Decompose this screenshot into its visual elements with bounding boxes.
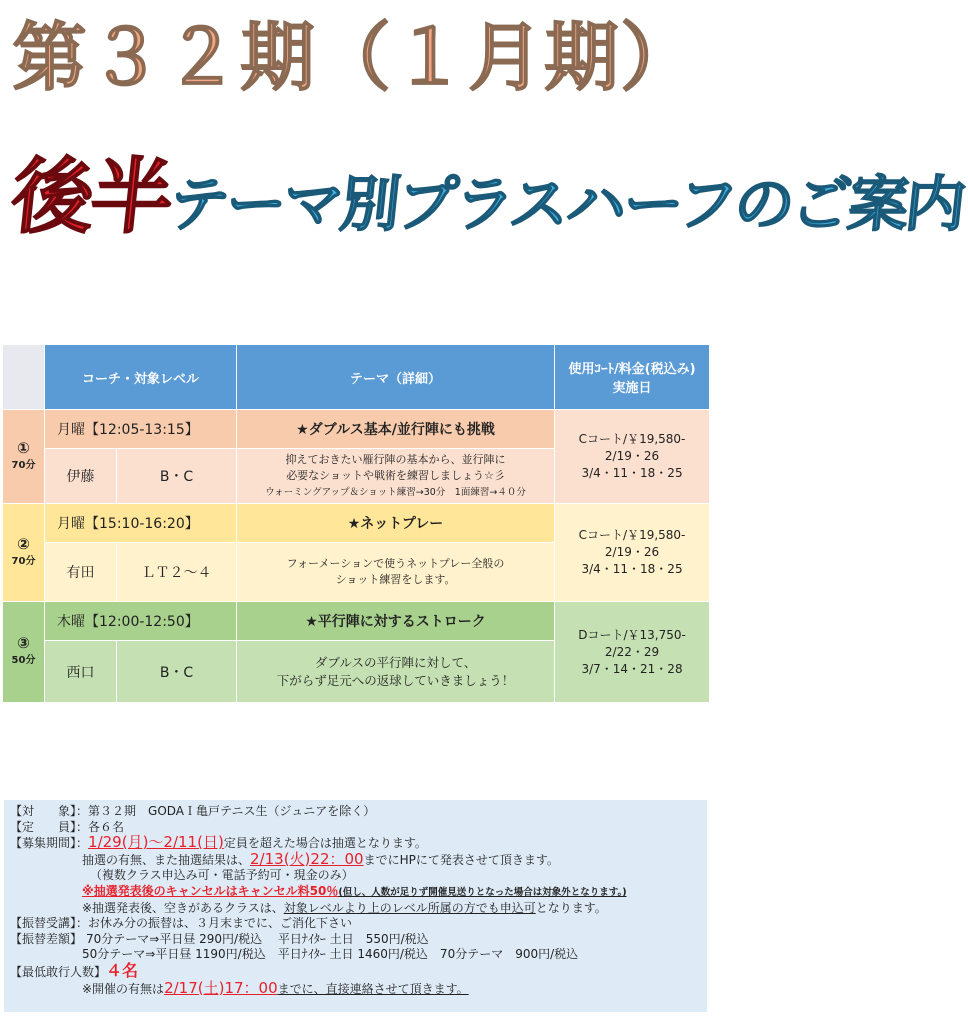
- class-number: ① 70分: [3, 410, 45, 504]
- class-court-dates: Cコート/￥19,580- 2/19・26 3/4・11・18・25: [555, 504, 710, 602]
- class-theme: ★平行陣に対するストローク: [237, 602, 555, 641]
- class-court-dates: Dコート/￥13,750- 2/22・29 3/7・14・21・28: [555, 602, 710, 703]
- class-number: ② 70分: [3, 504, 45, 602]
- info-cancel: ※抽選発表後のキャンセルはキャンセル料50％(但し、人数が足りず開催見送りとなった場合は対象外となります。): [82, 883, 627, 898]
- class-detail: ダブルスの平行陣に対して、 下がらず足元への返球していきましょう！: [237, 641, 555, 703]
- info-period: 【募集期間】：1/29(月)～2/11(日)定員を超えた場合は抽選となります。: [10, 833, 427, 852]
- info-min: 【最低敢行人数】４名: [10, 960, 139, 980]
- info-target: 【対 象】：第３２期 GODAＩ亀戸テニス生（ジュニアを除く）: [10, 804, 376, 818]
- table-row: [3, 602, 710, 641]
- info-lottery: 抽選の有無、また抽選結果は、2/13(火)22：00までにHPにて発表させて頂きます。: [82, 849, 559, 868]
- target-level: ＬＴ２～４: [117, 543, 237, 602]
- info-capacity: 【定 員】：各６名: [10, 819, 125, 834]
- class-number: ③ 50分: [3, 602, 45, 703]
- class-theme: ★ダブルス基本/並行陣にも挑戦: [237, 410, 555, 449]
- class-detail: 抑えておきたい雁行陣の基本から、並行陣に 必要なショットや戦術を練習しましょう☆彡 ウォーミングアップ＆ショット練習→30分 1面練習→４０分: [237, 449, 555, 504]
- subtitle-red: 後半: [7, 150, 176, 245]
- header-court-fee: 使用ｺｰﾄ/料金(税込み) 実施日: [555, 345, 710, 410]
- info-multi: （複数クラス申込み可・電話予約可・現金のみ）: [90, 868, 354, 883]
- class-day-time: 月曜【12:05-13:15】: [45, 410, 237, 449]
- table-row: [3, 410, 710, 449]
- page-subtitle: [6, 148, 967, 255]
- table-header: [3, 345, 710, 410]
- table-row: [3, 504, 710, 543]
- info-vacancy: ※抽選発表後、空きがあるクラスは、対象レベルより上のレベル所属の方でも申込可となります。: [82, 900, 607, 915]
- class-detail: フォーメーションで使うネットプレー全般の ショット練習をします。: [237, 543, 555, 602]
- coach-name: 伊藤: [45, 449, 117, 504]
- subtitle-blue: テーマ別プラスハーフのご案内: [165, 170, 967, 240]
- target-level: B・C: [117, 641, 237, 703]
- info-diff-2: 50分テーマ⇒平日昼 1190円/税込 平日ﾅｲﾀｰ 土日 1460円/税込 70分テーマ 900円/税込: [82, 947, 579, 962]
- schedule-table: [2, 344, 710, 703]
- info-box: [4, 800, 707, 1012]
- coach-name: 西口: [45, 641, 117, 703]
- class-day-time: 木曜【12:00-12:50】: [45, 602, 237, 641]
- info-transfer: 【振替受講】：お休み分の振替は、３月末までに、ご消化下さい: [10, 916, 353, 931]
- info-held: ※開催の有無は2/17(土)17：00までに、直接連絡させて頂きます。: [82, 978, 469, 997]
- coach-name: 有田: [45, 543, 117, 602]
- header-theme: テーマ（詳細）: [237, 345, 555, 410]
- class-court-dates: Cコート/￥19,580- 2/19・26 3/4・11・18・25: [555, 410, 710, 504]
- class-theme: ★ネットプレー: [237, 504, 555, 543]
- info-diff: 【振替差額】 70分テーマ⇒平日昼 290円/税込 平日ﾅｲﾀｰ 土日 550円/税込: [10, 931, 429, 946]
- header-coach-level: コーチ・対象レベル: [45, 345, 237, 410]
- page-title: 第３２期（１月期）: [12, 15, 697, 101]
- target-level: B・C: [117, 449, 237, 504]
- class-day-time: 月曜【15:10-16:20】: [45, 504, 237, 543]
- header-corner: [3, 345, 45, 410]
